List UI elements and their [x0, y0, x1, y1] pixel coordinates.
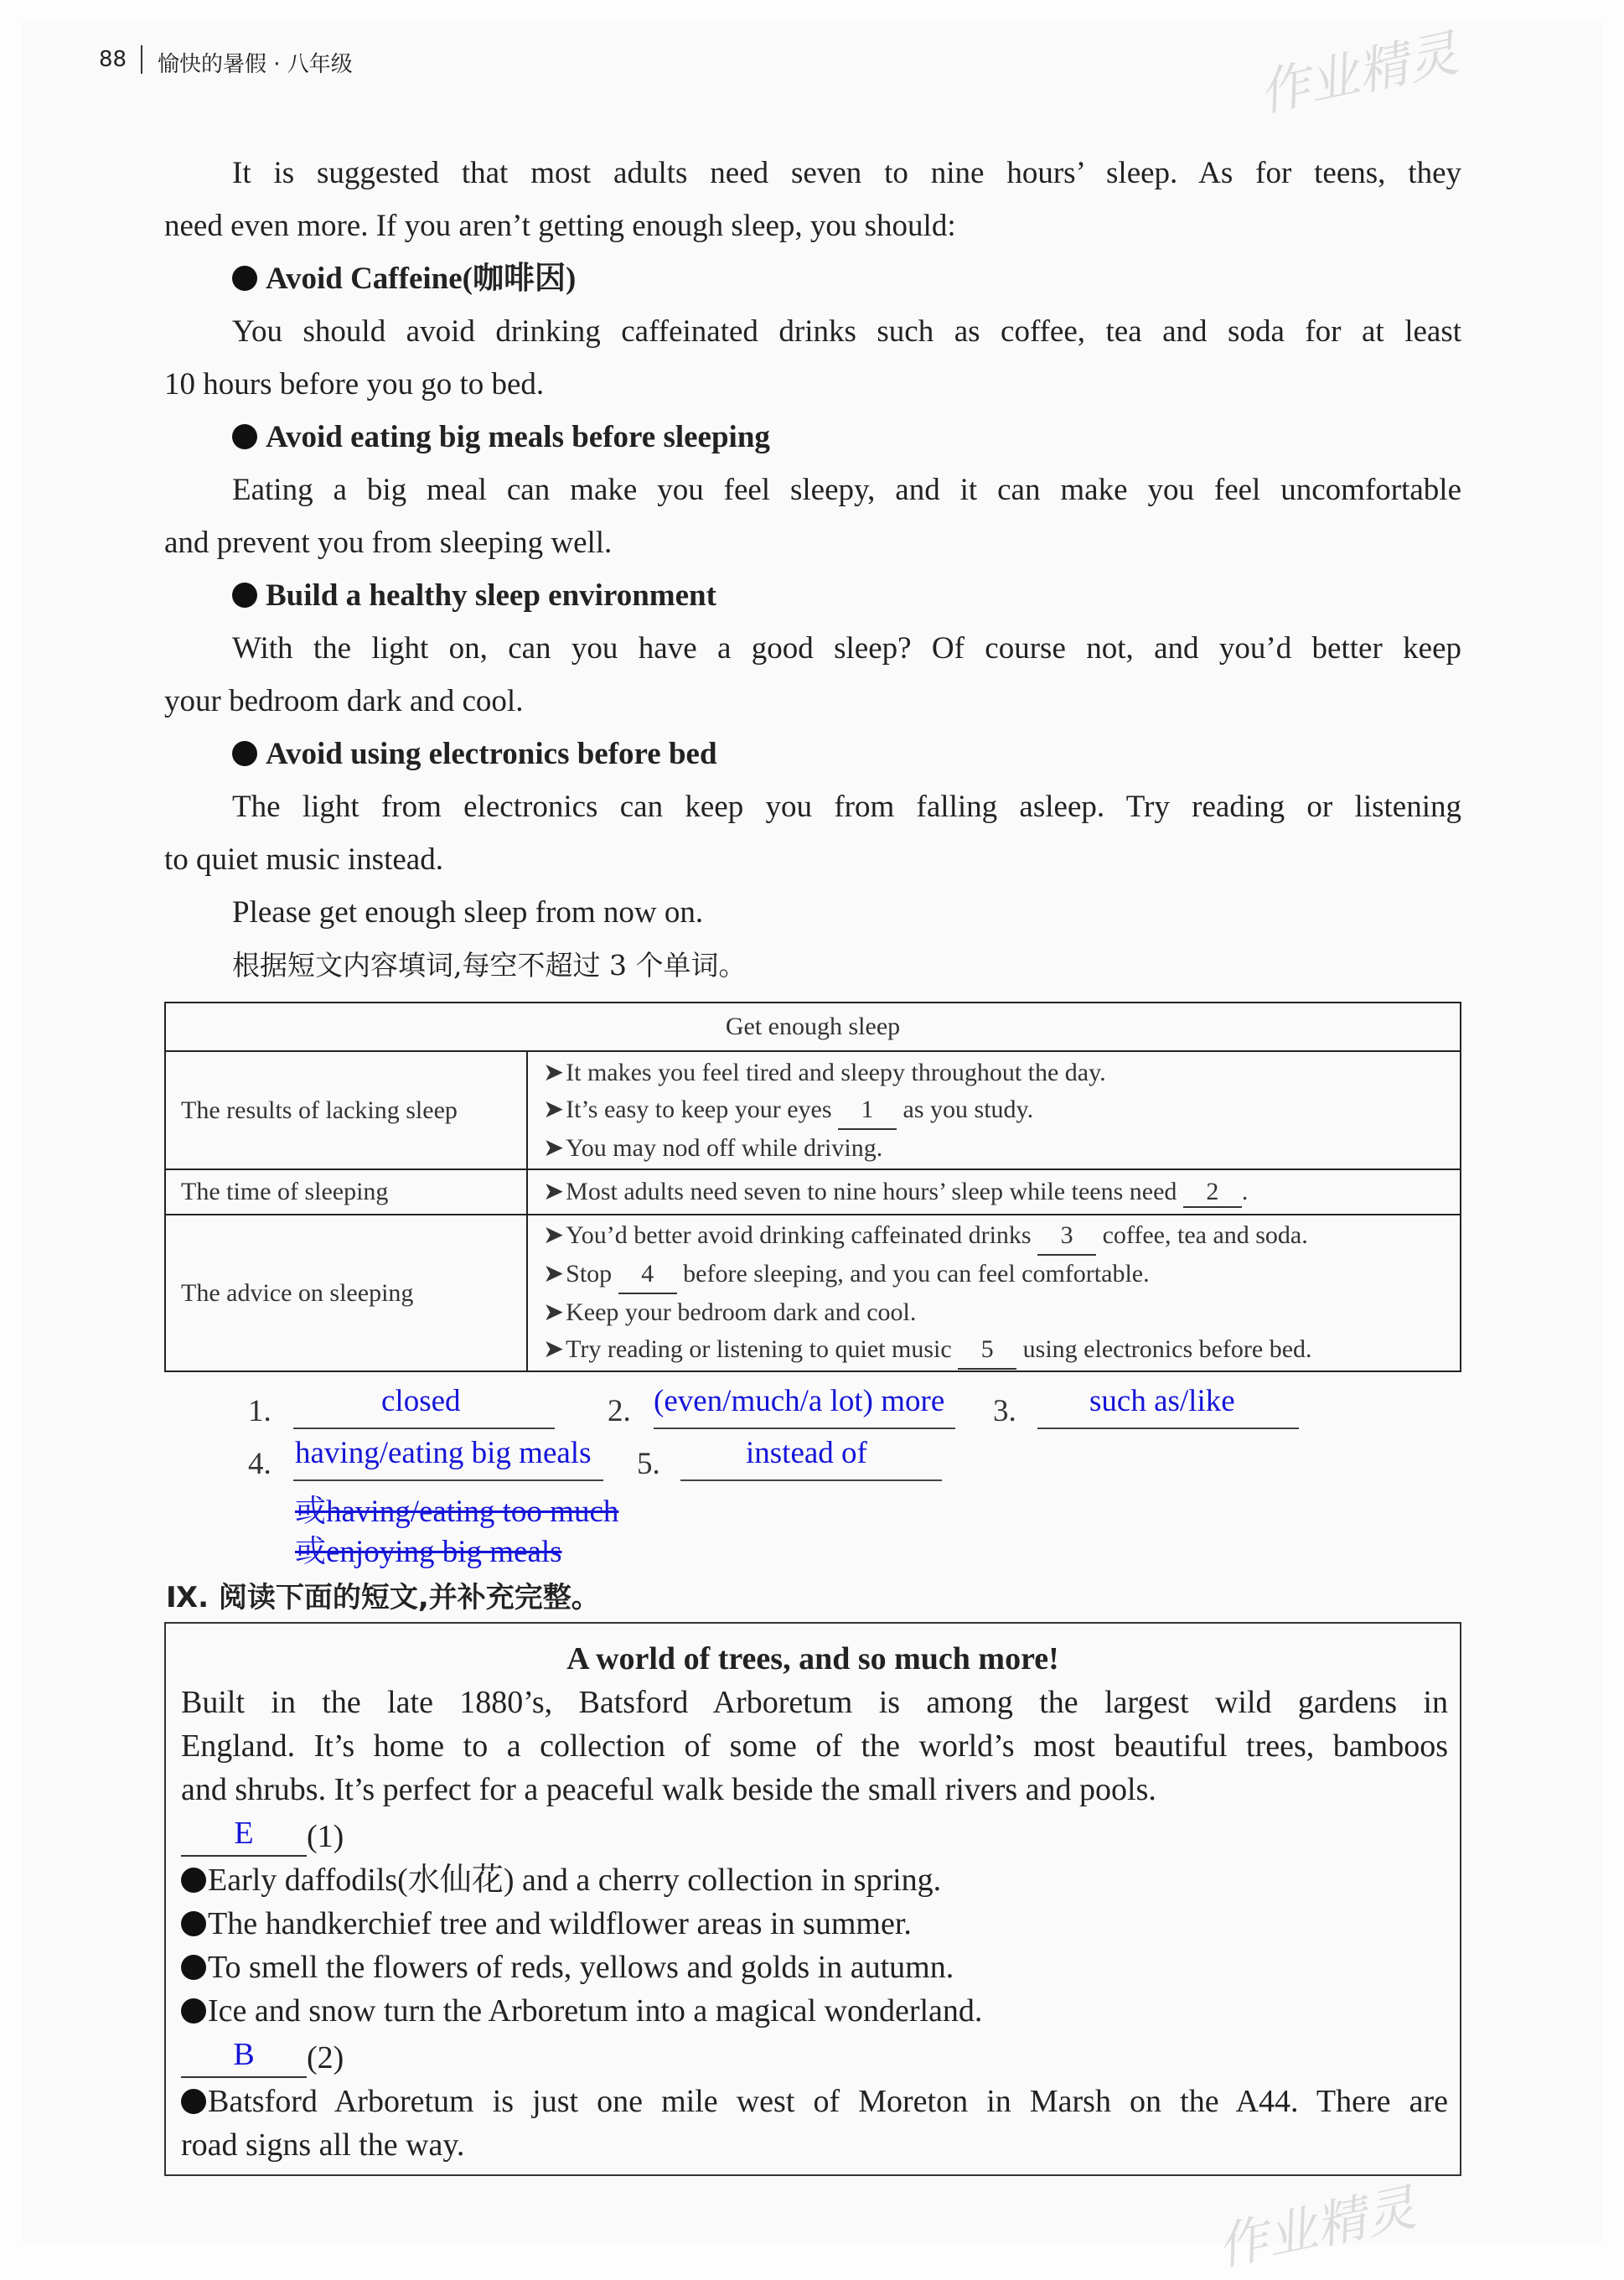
- reading-bullet: Batsford Arboretum is just one mile west of Moreton in Marsh on the A44. There are: [181, 2080, 1448, 2123]
- reading-bullet: To smell the flowers of reds, yellows and golds in autumn.: [181, 1946, 1448, 1989]
- passage-line: The light from electronics can keep you from falling asleep. Try reading or listening: [232, 790, 1461, 824]
- passage-line: and prevent you from sleeping well.: [164, 526, 613, 560]
- watermark: 作业精灵: [1254, 23, 1463, 124]
- answer-3: such as/like: [1089, 1384, 1235, 1418]
- answer-blank-1: E: [181, 1811, 307, 1857]
- section-heading: Avoid eating big meals before sleeping: [164, 411, 1461, 464]
- book-title: 愉快的暑假 · 八年级: [158, 52, 353, 77]
- blank-1: 1: [838, 1091, 897, 1130]
- row-label: The results of lacking sleep: [165, 1051, 527, 1169]
- answer-blank-2: B: [181, 2033, 307, 2078]
- blank-2-line: B (2): [181, 2033, 1448, 2080]
- section-9-title: Ⅸ. 阅读下面的短文,并补充完整。: [166, 1581, 600, 1614]
- passage-line: You should avoid drinking caffeinated drinks such as coffee, tea and soda for at least: [232, 314, 1461, 349]
- answer-number: 3.: [993, 1394, 1016, 1428]
- passage: [164, 147, 1461, 992]
- answer-4-alt: 或having/eating too much: [295, 1495, 619, 1529]
- answer-5: instead of: [746, 1436, 867, 1470]
- blank-5: 5: [958, 1331, 1016, 1370]
- page-number: 88: [99, 47, 127, 72]
- reading-line: and shrubs. It’s perfect for a peaceful walk beside the small rivers and pools.: [181, 1772, 1156, 1807]
- answer-4: having/eating big meals: [295, 1436, 592, 1470]
- passage-line: 10 hours before you go to bed.: [164, 367, 545, 402]
- bullet-icon: [232, 741, 257, 766]
- answer-number: 4.: [248, 1447, 272, 1481]
- section-heading: Build a healthy sleep environment: [164, 569, 1461, 622]
- table-title: Get enough sleep: [165, 1003, 1461, 1051]
- row-label: The advice on sleeping: [165, 1215, 527, 1371]
- blank-3: 3: [1037, 1217, 1096, 1256]
- row-content: ➤Most adults need seven to nine hours’ sleep while teens need 2 .: [527, 1169, 1461, 1215]
- instruction: 根据短文内容填词,每空不超过 3 个单词。: [232, 949, 747, 982]
- row-label: The time of sleeping: [165, 1169, 527, 1215]
- summary-table: [164, 1002, 1461, 1372]
- bullet-icon: [232, 583, 257, 608]
- reading-bullet: Ice and snow turn the Arboretum into a magical wonderland.: [181, 1989, 1448, 2033]
- blank-2: 2: [1183, 1178, 1242, 1208]
- row-content: ➤You’d better avoid drinking caffeinated drinks 3 coffee, tea and soda. ➤Stop 4 before sleeping, and you can feel comfortable. ➤Keep your bedroom dark and cool. ➤Try reading or listening to quiet music 5 using electronics before bed.: [527, 1215, 1461, 1371]
- passage-line: your bedroom dark and cool.: [164, 684, 524, 718]
- passage-line: need even more. If you aren’t getting enough sleep, you should:: [164, 209, 956, 243]
- blank-1-line: E (1): [181, 1811, 1448, 1858]
- answer-2: (even/much/a lot) more: [654, 1384, 945, 1418]
- answer-1: closed: [381, 1384, 461, 1418]
- answer-number: 1.: [248, 1394, 272, 1428]
- row-content: ➤It makes you feel tired and sleepy throughout the day. ➤It’s easy to keep your eyes 1 as you study. ➤You may nod off while driving.: [527, 1051, 1461, 1169]
- answer-number: 5.: [637, 1447, 660, 1481]
- reading-bullet: Early daffodils(水仙花) and a cherry collection in spring.: [181, 1858, 1448, 1902]
- blank-4: 4: [618, 1256, 677, 1294]
- passage-line: With the light on, can you have a good sleep? Of course not, and you’d better keep: [232, 631, 1461, 666]
- reading-line: Built in the late 1880’s, Batsford Arboretum is among the largest wild gardens in: [181, 1685, 1448, 1720]
- passage-line: to quiet music instead.: [164, 842, 443, 877]
- reading-line: road signs all the way.: [181, 2127, 465, 2163]
- answer-number: 2.: [608, 1394, 631, 1428]
- answer-4-alt: 或enjoying big meals: [295, 1535, 562, 1569]
- passage-line: It is suggested that most adults need seven to nine hours’ sleep. As for teens, they: [232, 156, 1461, 190]
- reading-bullet: The handkerchief tree and wildflower areas in summer.: [181, 1902, 1448, 1946]
- section-heading: Avoid using electronics before bed: [164, 728, 1461, 780]
- passage-closing: Please get enough sleep from now on.: [232, 895, 704, 930]
- reading-box: [164, 1622, 1461, 2176]
- passage-line: Eating a big meal can make you feel sleepy, and it can make you feel uncomfortable: [232, 473, 1461, 507]
- section-heading: Avoid Caffeine(咖啡因): [164, 252, 1461, 305]
- watermark: 作业精灵: [1212, 2178, 1421, 2278]
- bullet-icon: [232, 266, 257, 291]
- header-divider: [141, 45, 142, 74]
- bullet-icon: [232, 424, 257, 449]
- reading-title: A world of trees, and so much more!: [566, 1641, 1059, 1676]
- reading-line: England. It’s home to a collection of some of the world’s most beautiful trees, bamboos: [181, 1728, 1448, 1764]
